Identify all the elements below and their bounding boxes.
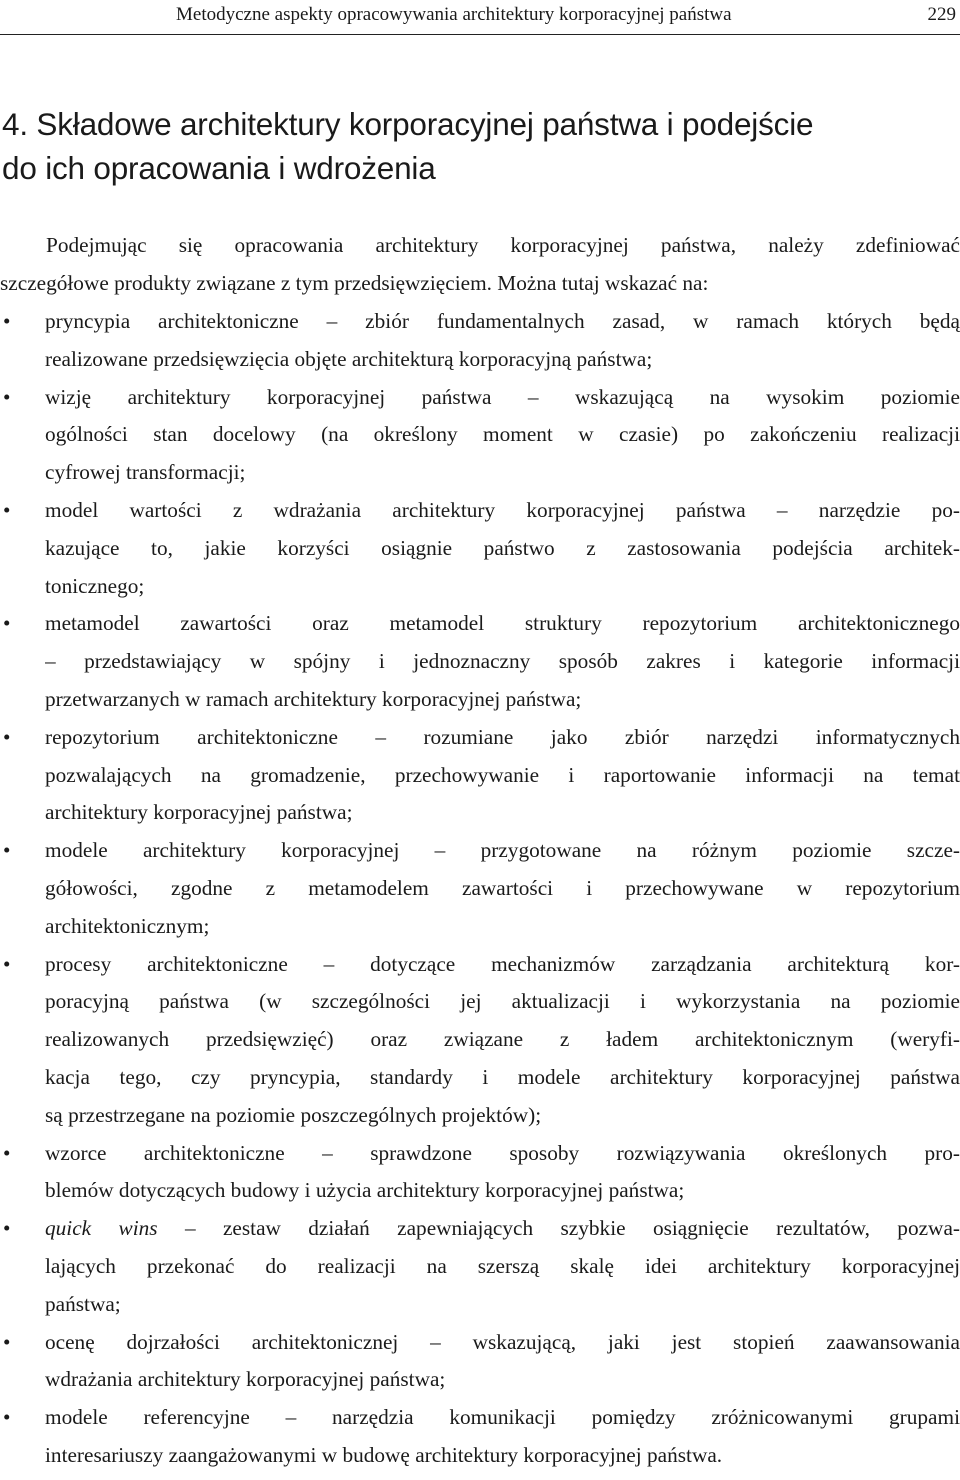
list-item-line: architektury korporacyjnej państwa;: [45, 800, 353, 825]
list-item: [0, 492, 960, 605]
section-heading-line-1: 4. Składowe architektury korporacyjnej państwa i podejście: [2, 106, 814, 142]
list-item: [0, 946, 960, 1135]
bullet-list: [0, 303, 960, 1475]
section-heading: [2, 102, 952, 190]
list-item-text: – zestaw działań zapewniających szybkie osiągnięcie rezultatów, pozwa-: [157, 1216, 960, 1241]
list-item: [0, 303, 960, 379]
list-item: [0, 1399, 960, 1475]
bullet-marker: •: [3, 951, 11, 976]
list-item-line: przetwarzanych w ramach architektury korporacyjnej państwa;: [45, 686, 582, 711]
list-item-line: repozytorium architektoniczne – rozumiane jako zbiór narzędzi informatycznych: [45, 724, 960, 749]
list-item-line: blemów dotyczących budowy i użycia architektury korporacyjnej państwa;: [45, 1178, 685, 1203]
list-item-line: procesy architektoniczne – dotyczące mechanizmów zarządzania architekturą kor-: [45, 951, 960, 976]
list-item-line: są przestrzegane na poziomie poszczególnych projektów);: [45, 1102, 542, 1127]
list-item-line: państwa;: [45, 1291, 121, 1316]
list-item: [0, 1324, 960, 1400]
list-item: [0, 1210, 960, 1323]
list-item-line: interesariuszy zaangażowanymi w budowę architektury korporacyjnej państwa.: [45, 1442, 723, 1467]
list-item-line: – przedstawiający w spójny i jednoznaczny sposób zakres i kategorie informacji: [45, 649, 960, 674]
intro-line-2: szczegółowe produkty związane z tym przedsięwzięciem. Można tutaj wskazać na:: [0, 270, 709, 295]
list-item-line: cyfrowej transformacji;: [45, 460, 246, 485]
list-item-line: gółowości, zgodne z metamodelem zawartości i przechowywane w repozytorium: [45, 875, 960, 900]
bullet-marker: •: [3, 1140, 11, 1165]
list-item-line: wzorce architektoniczne – sprawdzone sposoby rozwiązywania określonych pro-: [45, 1140, 960, 1165]
list-item-line: metamodel zawartości oraz metamodel struktury repozytorium architektonicznego: [45, 611, 960, 636]
page-number: 229: [927, 4, 956, 25]
list-item-line: kazujące to, jakie korzyści osiągnie państwo z zastosowania podejścia architek-: [45, 535, 960, 560]
list-item-line: modele architektury korporacyjnej – przygotowane na różnym poziomie szcze-: [45, 838, 960, 863]
list-item-line: lających przekonać do realizacji na szerszą skalę idei architektury korporacyjnej: [45, 1253, 960, 1278]
list-item-line: kacja tego, czy pryncypia, standardy i modele architektury korporacyjnej państwa: [45, 1064, 960, 1089]
list-item-line: pryncypia architektoniczne – zbiór fundamentalnych zasad, w ramach których będą: [45, 309, 960, 333]
list-item-line: wdrażania architektury korporacyjnej państwa;: [45, 1367, 446, 1392]
bullet-marker: •: [3, 1405, 11, 1430]
bullet-marker: •: [3, 611, 11, 636]
bullet-marker: •: [3, 1329, 11, 1354]
list-item-line: ogólności stan docelowy (na określony moment w czasie) po zakończeniu realizacji: [45, 422, 960, 447]
list-item: [0, 379, 960, 492]
bullet-marker: •: [3, 309, 11, 333]
list-item-line: model wartości z wdrażania architektury korporacyjnej państwa – narzędzie po-: [45, 497, 960, 522]
bullet-marker: •: [3, 384, 11, 409]
list-item: [0, 1135, 960, 1211]
bullet-marker: •: [3, 838, 11, 863]
list-item-line: ocenę dojrzałości architektonicznej – wskazującą, jaki jest stopień zaawansowania: [45, 1329, 960, 1354]
bullet-marker: •: [3, 1216, 11, 1241]
running-head: [0, 0, 960, 35]
bullet-marker: •: [3, 724, 11, 749]
list-item-line: tonicznego;: [45, 573, 145, 598]
list-item: [0, 605, 960, 718]
italic-term: quick wins: [45, 1216, 158, 1241]
list-item-line: [45, 1210, 960, 1248]
list-item-line: realizowanych przedsięwzięć) oraz związane z ładem architektonicznym (weryfi-: [45, 1027, 960, 1052]
list-item-line: modele referencyjne – narzędzia komunikacji pomiędzy zróżnicowanymi grupami: [45, 1405, 960, 1430]
list-item-line: pozwalających na gromadzenie, przechowywanie i raportowanie informacji na temat: [45, 762, 960, 787]
running-head-title: Metodyczne aspekty opracowywania architektury korporacyjnej państwa: [176, 4, 732, 25]
section-heading-line-2: do ich opracowania i wdrożenia: [2, 150, 436, 186]
list-item-line: poracyjną państwa (w szczególności jej aktualizacji i wykorzystania na poziomie: [45, 989, 960, 1014]
list-item: [0, 719, 960, 832]
list-item: [0, 832, 960, 945]
bullet-marker: •: [3, 497, 11, 522]
intro-paragraph: [0, 227, 960, 303]
list-item-line: architektonicznym;: [45, 913, 210, 938]
intro-line-1: Podejmując się opracowania architektury korporacyjnej państwa, należy zdefiniować: [46, 233, 960, 257]
list-item-line: realizowane przedsięwzięcia objęte architekturą korporacyjną państwa;: [45, 346, 653, 371]
list-item-line: wizję architektury korporacyjnej państwa – wskazującą na wysokim poziomie: [45, 384, 960, 409]
